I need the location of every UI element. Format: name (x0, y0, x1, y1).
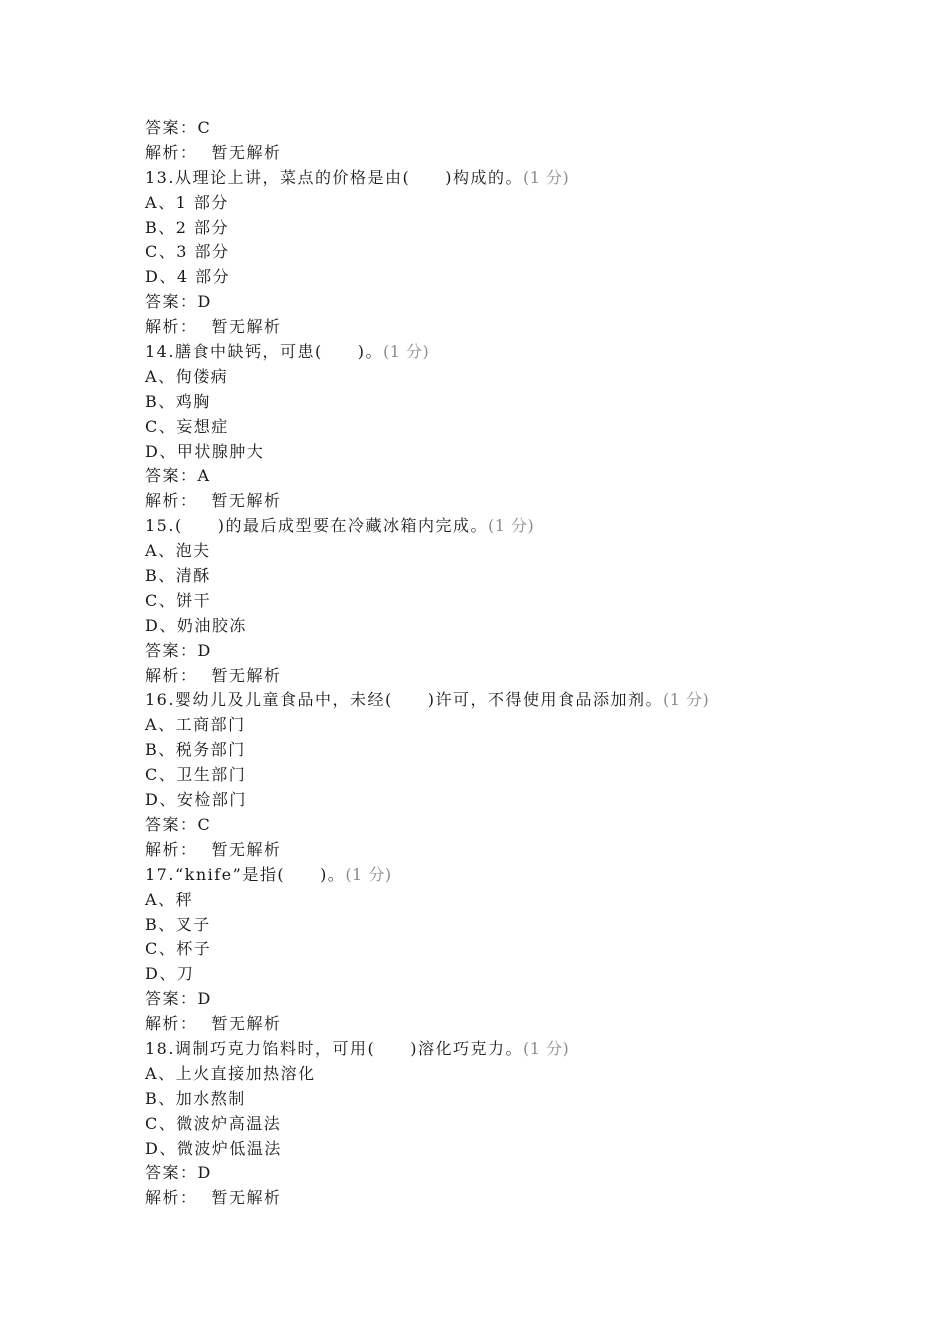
option-separator: 、 (158, 590, 177, 610)
option-text: 微波炉高温法 (176, 1113, 282, 1133)
option-separator: 、 (158, 391, 176, 411)
option-text: 卫生部门 (176, 765, 247, 785)
option-separator: 、 (159, 441, 177, 461)
analysis-line (145, 315, 925, 340)
option-line (145, 240, 925, 265)
question-score: (1 分) (382, 342, 430, 362)
question-number: 17. (145, 864, 175, 884)
option-letter: C (145, 765, 159, 785)
answer-label: 答案： (145, 814, 198, 834)
question-number: 13. (145, 167, 175, 187)
option-text: 安检部门 (176, 790, 247, 810)
option-line (145, 614, 925, 639)
question-block (145, 863, 925, 1037)
option-letter: A (145, 366, 159, 386)
answer-label: 答案： (145, 466, 198, 486)
analysis-label: 解析： (145, 317, 198, 337)
analysis-label: 解析： (145, 1188, 198, 1208)
option-text: 鸡胸 (175, 391, 211, 411)
question-block (145, 1037, 925, 1211)
analysis-value: 暂无解析 (211, 1188, 282, 1208)
option-separator: 、 (158, 889, 176, 909)
option-separator: 、 (158, 1088, 176, 1108)
answer-line (145, 290, 925, 315)
question-text: 调制巧克力馅料时，可用( )溶化巧克力。 (174, 1038, 523, 1058)
option-letter: D (145, 615, 160, 635)
option-letter: B (145, 566, 159, 586)
option-text: 微波炉低温法 (176, 1138, 282, 1158)
option-line (145, 788, 925, 813)
option-letter: B (145, 1088, 159, 1108)
answer-line (145, 813, 925, 838)
option-line (145, 1087, 925, 1112)
option-line (145, 539, 925, 564)
analysis-label: 解析： (145, 665, 198, 685)
option-separator: 、 (158, 566, 176, 586)
option-line (145, 763, 925, 788)
question-score: (1 分) (345, 864, 392, 884)
option-separator: 、 (159, 964, 177, 984)
analysis-label: 解析： (145, 142, 198, 162)
option-letter: A (145, 889, 159, 909)
option-line (145, 888, 925, 913)
option-line (145, 1062, 925, 1087)
option-text: 叉子 (175, 914, 211, 934)
question-score: (1 分) (522, 167, 570, 187)
option-separator: 、 (158, 1113, 177, 1133)
question-block (145, 340, 925, 514)
option-letter: D (145, 1138, 160, 1158)
question-number: 16. (145, 690, 175, 710)
option-text: 清酥 (175, 566, 211, 586)
answer-value: D (197, 1163, 212, 1183)
option-letter: C (145, 416, 159, 436)
option-separator: 、 (158, 1063, 176, 1083)
analysis-line (145, 141, 925, 166)
option-line (145, 564, 925, 589)
option-letter: D (145, 441, 160, 461)
question-text: 从理论上讲，菜点的价格是由( )构成的。 (174, 167, 523, 187)
analysis-label: 解析： (145, 1014, 198, 1034)
option-text: 泡夫 (175, 541, 211, 561)
option-text: 4 部分 (176, 267, 231, 287)
analysis-line (145, 664, 925, 689)
option-letter: A (145, 1063, 159, 1083)
answer-value: C (197, 814, 212, 834)
answer-line (145, 464, 925, 489)
question-score: (1 分) (662, 690, 710, 710)
option-line (145, 265, 925, 290)
option-separator: 、 (158, 366, 176, 386)
question-text: 婴幼儿及儿童食品中，未经( )许可，不得使用食品添加剂。 (174, 690, 663, 710)
option-text: 3 部分 (176, 242, 230, 262)
option-separator: 、 (158, 914, 176, 934)
option-separator: 、 (158, 217, 176, 237)
question-number: 15. (145, 516, 175, 536)
answer-label: 答案： (145, 640, 198, 660)
option-text: 2 部分 (175, 217, 230, 237)
option-separator: 、 (158, 740, 176, 760)
answer-label: 答案： (145, 989, 198, 1009)
question-score: (1 分) (487, 516, 535, 536)
option-letter: D (145, 790, 160, 810)
answer-line (145, 639, 925, 664)
option-line (145, 1112, 925, 1137)
option-text: 饼干 (176, 590, 212, 610)
analysis-value: 暂无解析 (211, 1014, 282, 1034)
option-text: 秤 (175, 889, 194, 909)
option-letter: A (145, 715, 159, 735)
question-line (145, 166, 925, 191)
option-letter: D (145, 267, 160, 287)
option-letter: A (145, 541, 159, 561)
analysis-value: 暂无解析 (211, 491, 282, 511)
answer-value: D (197, 292, 212, 312)
analysis-label: 解析： (145, 491, 198, 511)
option-text: 税务部门 (175, 740, 246, 760)
option-separator: 、 (159, 615, 177, 635)
option-letter: A (145, 192, 159, 212)
option-line (145, 415, 925, 440)
answer-label: 答案： (145, 118, 198, 137)
option-letter: C (145, 242, 159, 262)
option-text: 佝偻病 (175, 366, 229, 386)
answer-value: A (197, 466, 211, 486)
option-line (145, 216, 925, 241)
question-line (145, 514, 925, 539)
option-line (145, 191, 925, 216)
option-separator: 、 (158, 939, 177, 959)
answer-label: 答案： (145, 292, 198, 312)
option-line (145, 962, 925, 987)
analysis-label: 解析： (145, 839, 198, 859)
option-text: 上火直接加热溶化 (175, 1063, 316, 1083)
option-letter: B (145, 391, 159, 411)
option-text: 杯子 (176, 939, 212, 959)
option-line (145, 440, 925, 465)
option-letter: D (145, 964, 160, 984)
option-text: 妄想症 (176, 416, 229, 436)
analysis-line (145, 1186, 925, 1211)
option-text: 1 部分 (175, 192, 229, 212)
option-separator: 、 (159, 1138, 177, 1158)
answer-line (145, 987, 925, 1012)
answer-value: C (197, 118, 212, 137)
question-score: (1 分) (522, 1038, 570, 1058)
analysis-value: 暂无解析 (211, 839, 282, 859)
option-line (145, 365, 925, 390)
option-letter: B (145, 740, 159, 760)
option-line (145, 738, 925, 763)
analysis-value: 暂无解析 (211, 665, 282, 685)
option-letter: B (145, 217, 159, 237)
question-block (145, 688, 925, 862)
question-block (145, 514, 925, 688)
option-line (145, 589, 925, 614)
question-list (145, 166, 925, 1211)
option-line (145, 913, 925, 938)
option-separator: 、 (158, 541, 176, 561)
option-text: 奶油胶冻 (176, 615, 247, 635)
option-separator: 、 (158, 242, 177, 262)
option-separator: 、 (158, 715, 176, 735)
question-line (145, 863, 925, 888)
option-separator: 、 (158, 765, 177, 785)
option-separator: 、 (159, 790, 177, 810)
answer-line (145, 116, 925, 141)
question-number: 18. (145, 1038, 175, 1058)
option-separator: 、 (158, 192, 176, 212)
answer-value: D (197, 640, 212, 660)
option-text: 刀 (176, 964, 195, 984)
analysis-value: 暂无解析 (211, 142, 282, 162)
option-letter: B (145, 914, 159, 934)
analysis-line (145, 489, 925, 514)
question-line (145, 1037, 925, 1062)
answer-value: D (197, 989, 212, 1009)
analysis-value: 暂无解析 (211, 317, 282, 337)
analysis-line (145, 1012, 925, 1037)
option-letter: C (145, 939, 159, 959)
question-line (145, 688, 925, 713)
question-text: 膳食中缺钙，可患( )。 (174, 342, 383, 362)
question-text: ( )的最后成型要在冷藏冰箱内完成。 (174, 516, 488, 536)
question-number: 14. (145, 342, 175, 362)
question-text: “knife”是指( )。 (174, 864, 346, 884)
option-text: 甲状腺肿大 (176, 441, 265, 461)
option-line (145, 937, 925, 962)
option-separator: 、 (158, 416, 177, 436)
option-text: 工商部门 (175, 715, 246, 735)
option-separator: 、 (159, 267, 177, 287)
analysis-line (145, 838, 925, 863)
option-letter: C (145, 1113, 159, 1133)
answer-label: 答案： (145, 1163, 198, 1183)
question-block (145, 166, 925, 340)
answer-line (145, 1161, 925, 1186)
option-text: 加水熬制 (175, 1088, 246, 1108)
option-line (145, 1137, 925, 1162)
exam-document (145, 116, 925, 1211)
option-line (145, 713, 925, 738)
option-letter: C (145, 590, 159, 610)
option-line (145, 390, 925, 415)
question-line (145, 340, 925, 365)
